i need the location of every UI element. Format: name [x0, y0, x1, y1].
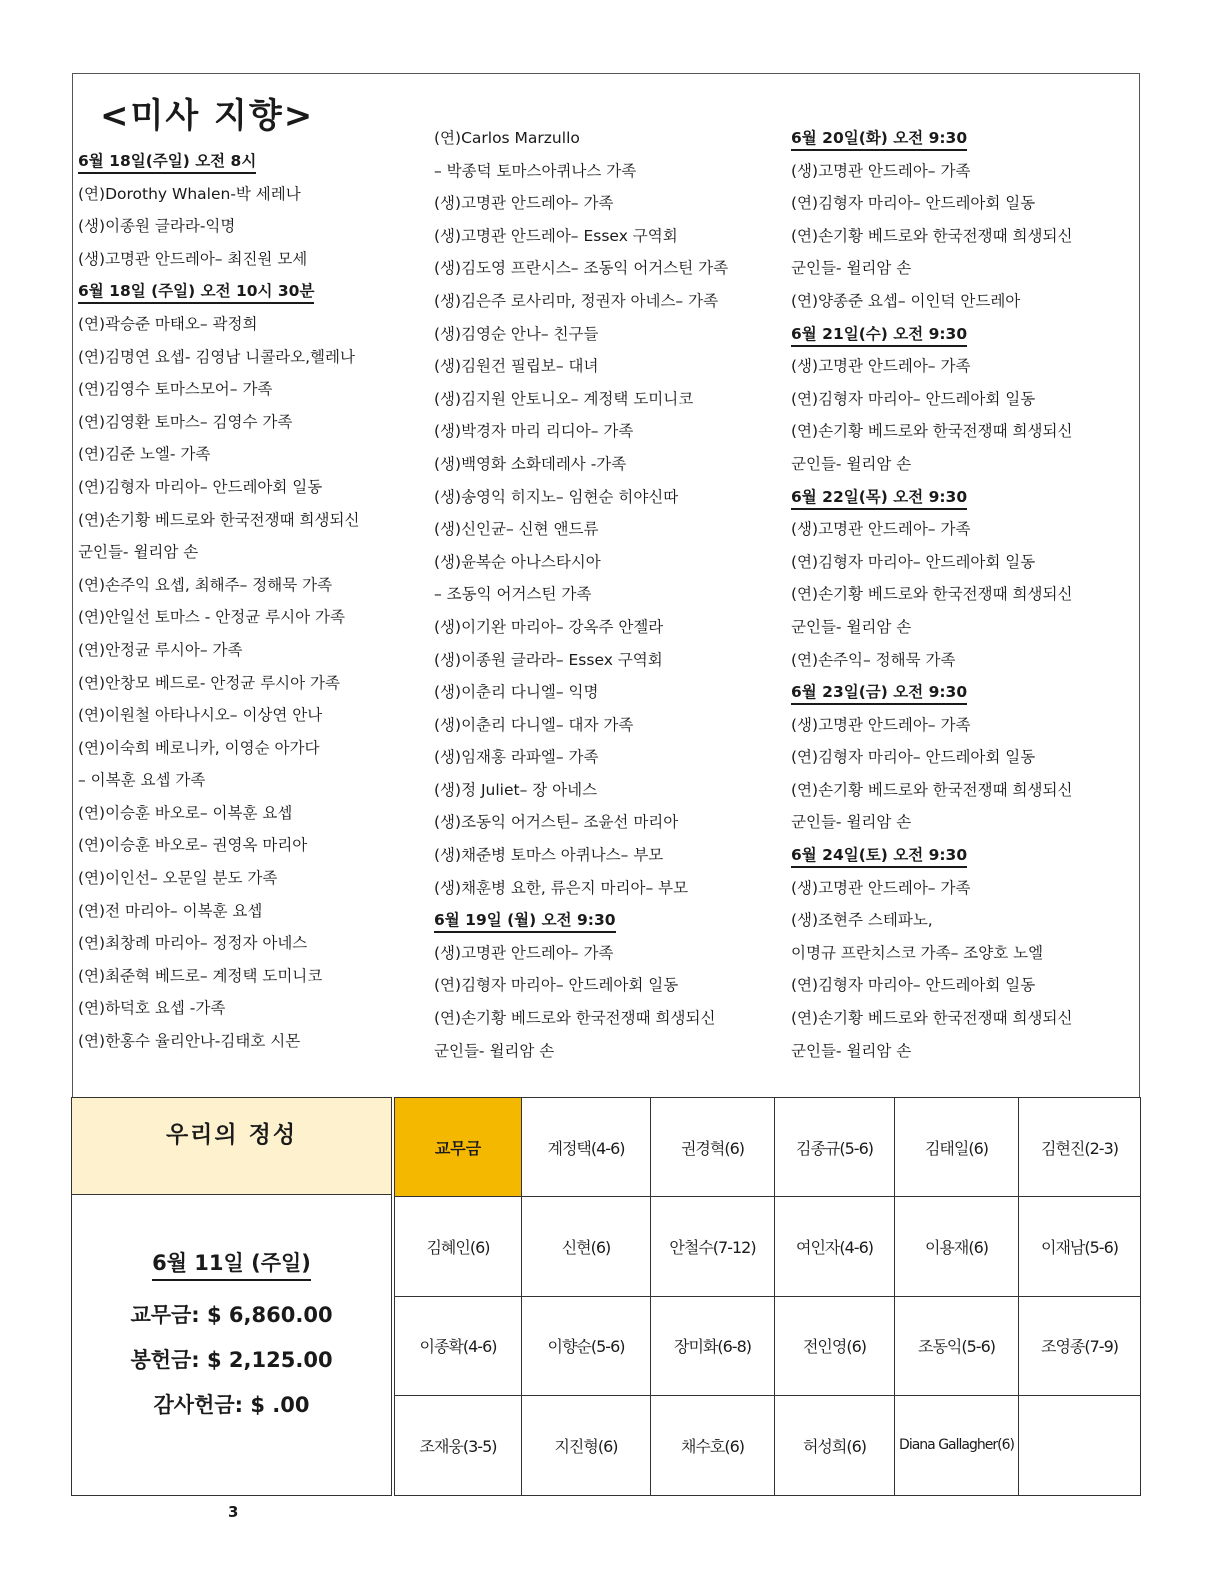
intention-line: (연)이승훈 바오로– 권영옥 마리아 [78, 836, 308, 855]
intention-line: – 박종덕 토마스아퀴나스 가족 [434, 161, 637, 180]
intention-line: – 조동익 어거스틴 가족 [434, 585, 592, 604]
mass-date-header: 6월 22일(목) 오전 9:30 [791, 481, 1072, 514]
intention-line: (연)곽승준 마태오– 곽정희 [78, 314, 258, 333]
donor-cell: 이용재(6) [895, 1197, 1019, 1296]
intention-line: (생)고명관 안드레아– Essex 구역회 [434, 226, 678, 245]
offering-heading: 우리의 정성 [72, 1098, 391, 1195]
donor-cell: 조재웅(3-5) [395, 1396, 522, 1495]
donor-cell: Diana Gallagher(6) [895, 1396, 1019, 1495]
donor-cell: 권경혁(6) [651, 1098, 775, 1197]
intentions-column-3 [791, 122, 1072, 1067]
donor-cell: 신현(6) [522, 1197, 651, 1296]
intention-line: (생)고명관 안드레아– 최진원 모세 [78, 249, 308, 268]
intention-line: (연)전 마리아– 이복훈 요셉 [78, 901, 263, 920]
mass-date-header: 6월 19일 (월) 오전 9:30 [434, 904, 728, 937]
intention-line: (생)이춘리 다니엘– 익명 [434, 683, 599, 702]
donor-cell: 조동익(5-6) [895, 1297, 1019, 1396]
intention-line: (연)양종준 요셉– 이인덕 안드레아 [791, 291, 1021, 310]
intention-line: (연)손기황 베드로와 한국전쟁때 희생되신 [434, 1009, 716, 1028]
donor-cell: 지진형(6) [522, 1396, 651, 1495]
intention-line: 군인들- 윌리암 손 [791, 617, 912, 636]
intention-line: (연)김형자 마리아– 안드레아회 일동 [434, 976, 679, 995]
intention-line: (연)한홍수 율리안나-김태호 시몬 [78, 1032, 301, 1051]
intention-line: 군인들- 윌리암 손 [434, 1041, 555, 1060]
donor-cell: 계정택(4-6) [522, 1098, 651, 1197]
donor-cell: 전인영(6) [775, 1297, 895, 1396]
intention-line: (연)손기황 베드로와 한국전쟁때 희생되신 [791, 585, 1073, 604]
donor-header-cell: 교무금 [395, 1098, 522, 1197]
intention-line: (생)정 Juliet– 장 아네스 [434, 780, 598, 799]
donor-cell: 김종규(5-6) [775, 1098, 895, 1197]
intention-line: (생)고명관 안드레아– 가족 [791, 161, 971, 180]
donor-table [394, 1097, 1141, 1496]
intention-line: (연)Carlos Marzullo [434, 129, 580, 147]
intention-line: (생)김영순 안나– 친구들 [434, 324, 599, 343]
donor-cell: 장미화(6-8) [651, 1297, 775, 1396]
intention-line: (생)조동익 어거스틴– 조윤선 마리아 [434, 813, 679, 832]
intention-line: (생)고명관 안드레아– 가족 [791, 357, 971, 376]
intention-line: (생)고명관 안드레아– 가족 [791, 520, 971, 539]
intention-line: (연)김형자 마리아– 안드레아회 일동 [791, 976, 1036, 995]
donor-cell: 김태일(6) [895, 1098, 1019, 1197]
intention-line: (생)이춘리 다니엘– 대자 가족 [434, 715, 634, 734]
intention-line: (연)하덕호 요셉 -가족 [78, 999, 226, 1018]
page-number: 3 [228, 1503, 239, 1521]
offering-body [72, 1195, 391, 1428]
donor-cell: 조영종(7-9) [1019, 1297, 1140, 1396]
donor-cell: 여인자(4-6) [775, 1197, 895, 1296]
donor-cell: 허성희(6) [775, 1396, 895, 1495]
intention-line: (생)이종원 글라라-익명 [78, 217, 236, 236]
intention-line: (생)고명관 안드레아– 가족 [791, 878, 971, 897]
intention-line: (연)안창모 베드로- 안정균 루시아 가족 [78, 673, 340, 692]
intention-line: (연)이원철 아타나시오– 이상연 안나 [78, 706, 323, 725]
intention-line: (생)윤복순 아나스타시아 [434, 552, 601, 571]
offering-amount-tithe: 교무금: $ 6,860.00 [130, 1303, 333, 1327]
intention-line: 군인들- 윌리암 손 [791, 813, 912, 832]
intention-line: (연)이숙희 베로니카, 이영순 아가다 [78, 738, 320, 757]
intention-line: (연)손기황 베드로와 한국전쟁때 희생되신 [791, 780, 1073, 799]
donor-cell: 이향순(5-6) [522, 1297, 651, 1396]
intention-line: (연)김형자 마리아– 안드레아회 일동 [791, 552, 1036, 571]
intention-line: (연)최창례 마리아– 정정자 아네스 [78, 934, 308, 953]
intention-line: (생)임재홍 라파엘– 가족 [434, 748, 599, 767]
mass-date-header: 6월 21일(수) 오전 9:30 [791, 318, 1072, 351]
intention-line: (연)이인선– 오문일 분도 가족 [78, 869, 278, 888]
mass-date-header: 6월 24일(토) 오전 9:30 [791, 839, 1072, 872]
mass-date-header: 6월 23일(금) 오전 9:30 [791, 676, 1072, 709]
page-title: <미사 지향> [100, 96, 315, 136]
intention-line: (생)송영익 히지노– 임현순 히야신따 [434, 487, 679, 506]
intention-line: (연)김영환 토마스– 김영수 가족 [78, 412, 293, 431]
mass-date-header: 6월 18일(주일) 오전 8시 [78, 145, 359, 178]
mass-date-header: 6월 18일 (주일) 오전 10시 30분 [78, 275, 359, 308]
offering-date: 6월 11일 (주일) [152, 1247, 311, 1281]
intention-line: (생)이기완 마리아– 강옥주 안젤라 [434, 617, 664, 636]
intention-line: (연)손주익– 정해묵 가족 [791, 650, 956, 669]
intention-line: (연)최준혁 베드로– 계정택 도미니코 [78, 966, 323, 985]
intention-line: (생)백영화 소화데레사 -가족 [434, 454, 627, 473]
intention-line: (생)김원건 필립보– 대녀 [434, 357, 599, 376]
intention-line: 군인들- 윌리암 손 [791, 1041, 912, 1060]
intention-line: (연)김준 노엘- 가족 [78, 445, 211, 464]
intention-line: (연)손기황 베드로와 한국전쟁때 희생되신 [791, 1009, 1073, 1028]
intention-line: (연)손주익 요셉, 최해주– 정해묵 가족 [78, 575, 333, 594]
donor-cell: 이종확(4-6) [395, 1297, 522, 1396]
intention-line: (연)Dorothy Whalen-박 세레나 [78, 184, 301, 203]
intention-line: (생)김은주 로사리마, 정권자 아네스– 가족 [434, 291, 719, 310]
donor-cell: 채수호(6) [651, 1396, 775, 1495]
intention-line: (연)안일선 토마스 - 안정균 루시아 가족 [78, 608, 345, 627]
intention-line: 군인들- 윌리암 손 [791, 454, 912, 473]
intention-line: (생)신인균– 신현 앤드류 [434, 520, 599, 539]
intentions-column-2 [434, 122, 728, 1067]
donor-cell: 안철수(7-12) [651, 1197, 775, 1296]
intention-line: (생)채준병 토마스 아퀴나스– 부모 [434, 846, 664, 865]
intention-line: (생)김도영 프란시스– 조동익 어거스틴 가족 [434, 259, 729, 278]
intention-line: (연)김형자 마리아– 안드레아회 일동 [791, 194, 1036, 213]
intention-line: (연)이승훈 바오로– 이복훈 요셉 [78, 803, 293, 822]
offering-amount-thanksgiving: 감사헌금: $ .00 [153, 1393, 310, 1417]
intention-line: (연)손기황 베드로와 한국전쟁때 희생되신 [791, 226, 1073, 245]
offering-amount-collection: 봉헌금: $ 2,125.00 [130, 1348, 333, 1372]
donor-cell [1019, 1396, 1140, 1495]
intention-line: (연)안정균 루시아– 가족 [78, 640, 243, 659]
intention-line: (생)고명관 안드레아– 가족 [791, 715, 971, 734]
donor-cell: 김현진(2-3) [1019, 1098, 1140, 1197]
intention-line: (연)김형자 마리아– 안드레아회 일동 [78, 477, 323, 496]
intention-line: 군인들- 윌리암 손 [791, 259, 912, 278]
intentions-column-1 [78, 145, 359, 1058]
offering-summary-box [71, 1097, 392, 1496]
intention-line: (연)김영수 토마스모어– 가족 [78, 380, 273, 399]
donor-cell: 김혜인(6) [395, 1197, 522, 1296]
intention-line: (생)고명관 안드레아– 가족 [434, 194, 614, 213]
intention-line: (연)김명연 요셉- 김영남 니콜라오,헬레나 [78, 347, 355, 366]
intention-line: 군인들- 윌리암 손 [78, 543, 199, 562]
intention-line: (연)김형자 마리아– 안드레아회 일동 [791, 748, 1036, 767]
mass-date-header: 6월 20일(화) 오전 9:30 [791, 122, 1072, 155]
intention-line: (연)손기황 베드로와 한국전쟁때 희생되신 [791, 422, 1073, 441]
donor-cell: 이재남(5-6) [1019, 1197, 1140, 1296]
intention-line: (생)조현주 스테파노, [791, 911, 933, 930]
intention-line: – 이복훈 요셉 가족 [78, 771, 206, 790]
intention-line: (생)고명관 안드레아– 가족 [434, 943, 614, 962]
intention-line: 이명규 프란치스코 가족– 조양호 노엘 [791, 943, 1044, 962]
intention-line: (연)손기황 베드로와 한국전쟁때 희생되신 [78, 510, 360, 529]
intention-line: (생)박경자 마리 리디아– 가족 [434, 422, 634, 441]
intention-line: (생)이종원 글라라– Essex 구역회 [434, 650, 663, 669]
intention-line: (생)채훈병 요한, 류은지 마리아– 부모 [434, 878, 689, 897]
intention-line: (연)김형자 마리아– 안드레아회 일동 [791, 389, 1036, 408]
intention-line: (생)김지원 안토니오– 계정택 도미니코 [434, 389, 694, 408]
